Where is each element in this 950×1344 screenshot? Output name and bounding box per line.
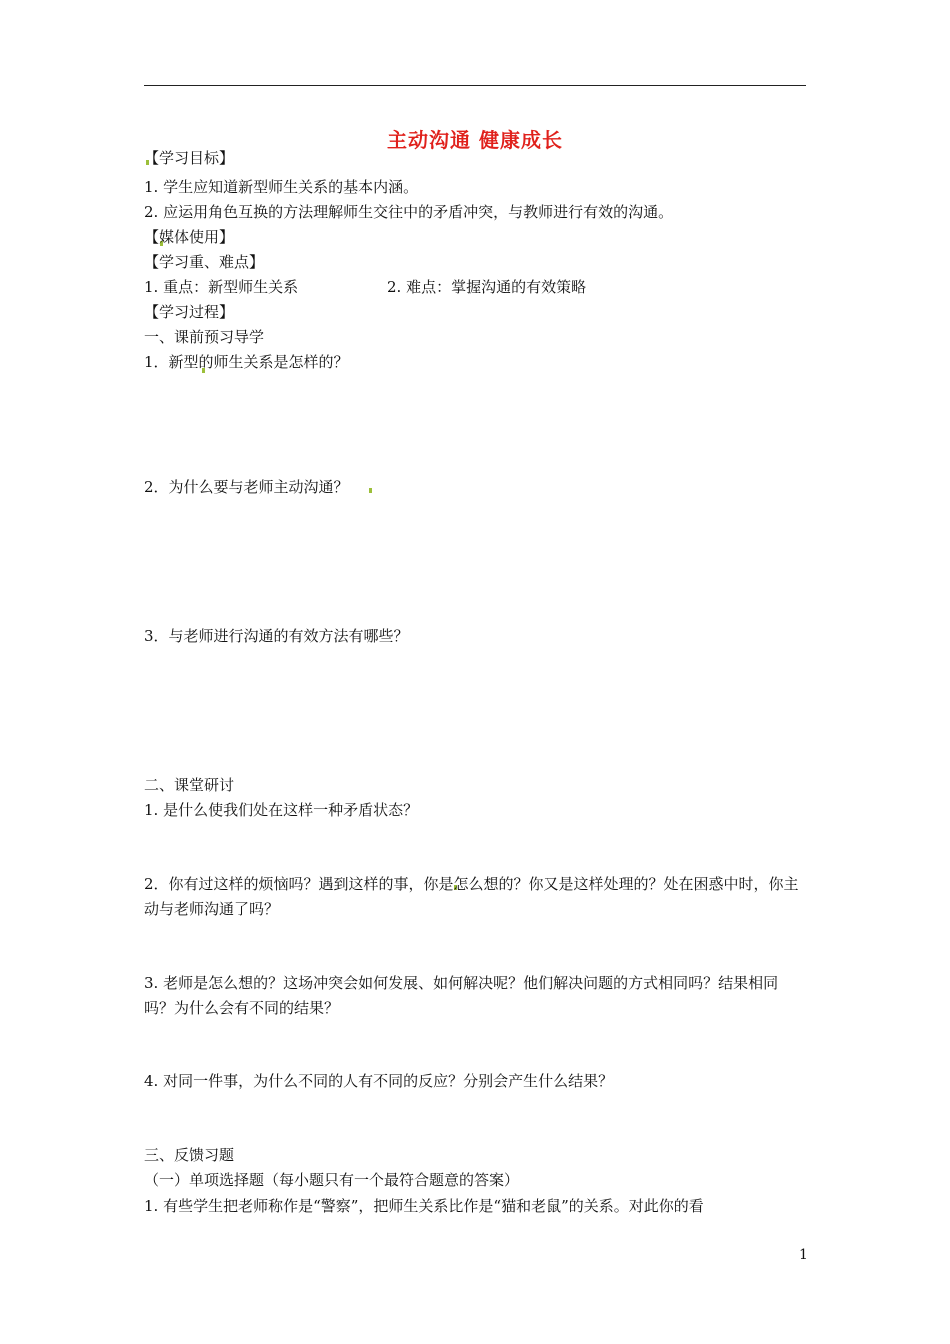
difficult-point: 2. 难点：掌握沟通的有效策略 — [387, 278, 587, 296]
objective-item: 2. 应运用角色互换的方法理解师生交往中的矛盾冲突，与教师进行有效的沟通。 — [144, 203, 674, 221]
preview-question: 2．为什么要与老师主动沟通？ — [144, 478, 349, 496]
key-point: 1. 重点：新型师生关系 — [144, 278, 299, 296]
discussion-question: 1. 是什么使我们处在这样一种矛盾状态？ — [144, 801, 419, 819]
preview-question: 1．新型的师生关系是怎样的？ — [144, 353, 349, 371]
feedback-sub-heading: （一）单项选择题（每小题只有一个最符合题意的答案） — [144, 1171, 520, 1189]
page-number: 1 — [799, 1247, 808, 1263]
discussion-question: 2．你有过这样的烦恼吗？遇到这样的事，你是怎么想的？你又是这样处理的？处在困惑中时，你主动与老师沟通了吗？ — [144, 875, 799, 918]
discussion-question: 4. 对同一件事，为什么不同的人有不同的反应？分别会产生什么结果？ — [144, 1072, 614, 1090]
discussion-question: 3. 老师是怎么想的？这场冲突会如何发展、如何解决呢？他们解决问题的方式相同吗？结果相同吗？为什么会有不同的结果？ — [144, 974, 779, 1017]
mark-dot — [369, 488, 372, 493]
preview-heading: 一、课前预习导学 — [144, 328, 265, 346]
preview-question: 3．与老师进行沟通的有效方法有哪些？ — [144, 627, 409, 645]
feedback-heading: 三、反馈习题 — [144, 1146, 235, 1164]
header-rule — [144, 85, 806, 86]
media-heading: 【媒体使用】 — [144, 228, 235, 246]
objective-item: 1. 学生应知道新型师生关系的基本内涵。 — [144, 178, 419, 196]
discussion-heading: 二、课堂研讨 — [144, 776, 235, 794]
feedback-question: 1. 有些学生把老师称作是“警察”，把师生关系比作是“猫和老鼠”的关系。对此你的看 — [144, 1197, 704, 1215]
document-title: 主动沟通 健康成长 — [387, 128, 563, 152]
key-points-heading: 【学习重、难点】 — [144, 253, 265, 271]
objectives-heading: 【学习目标】 — [144, 149, 235, 167]
process-heading: 【学习过程】 — [144, 303, 235, 321]
